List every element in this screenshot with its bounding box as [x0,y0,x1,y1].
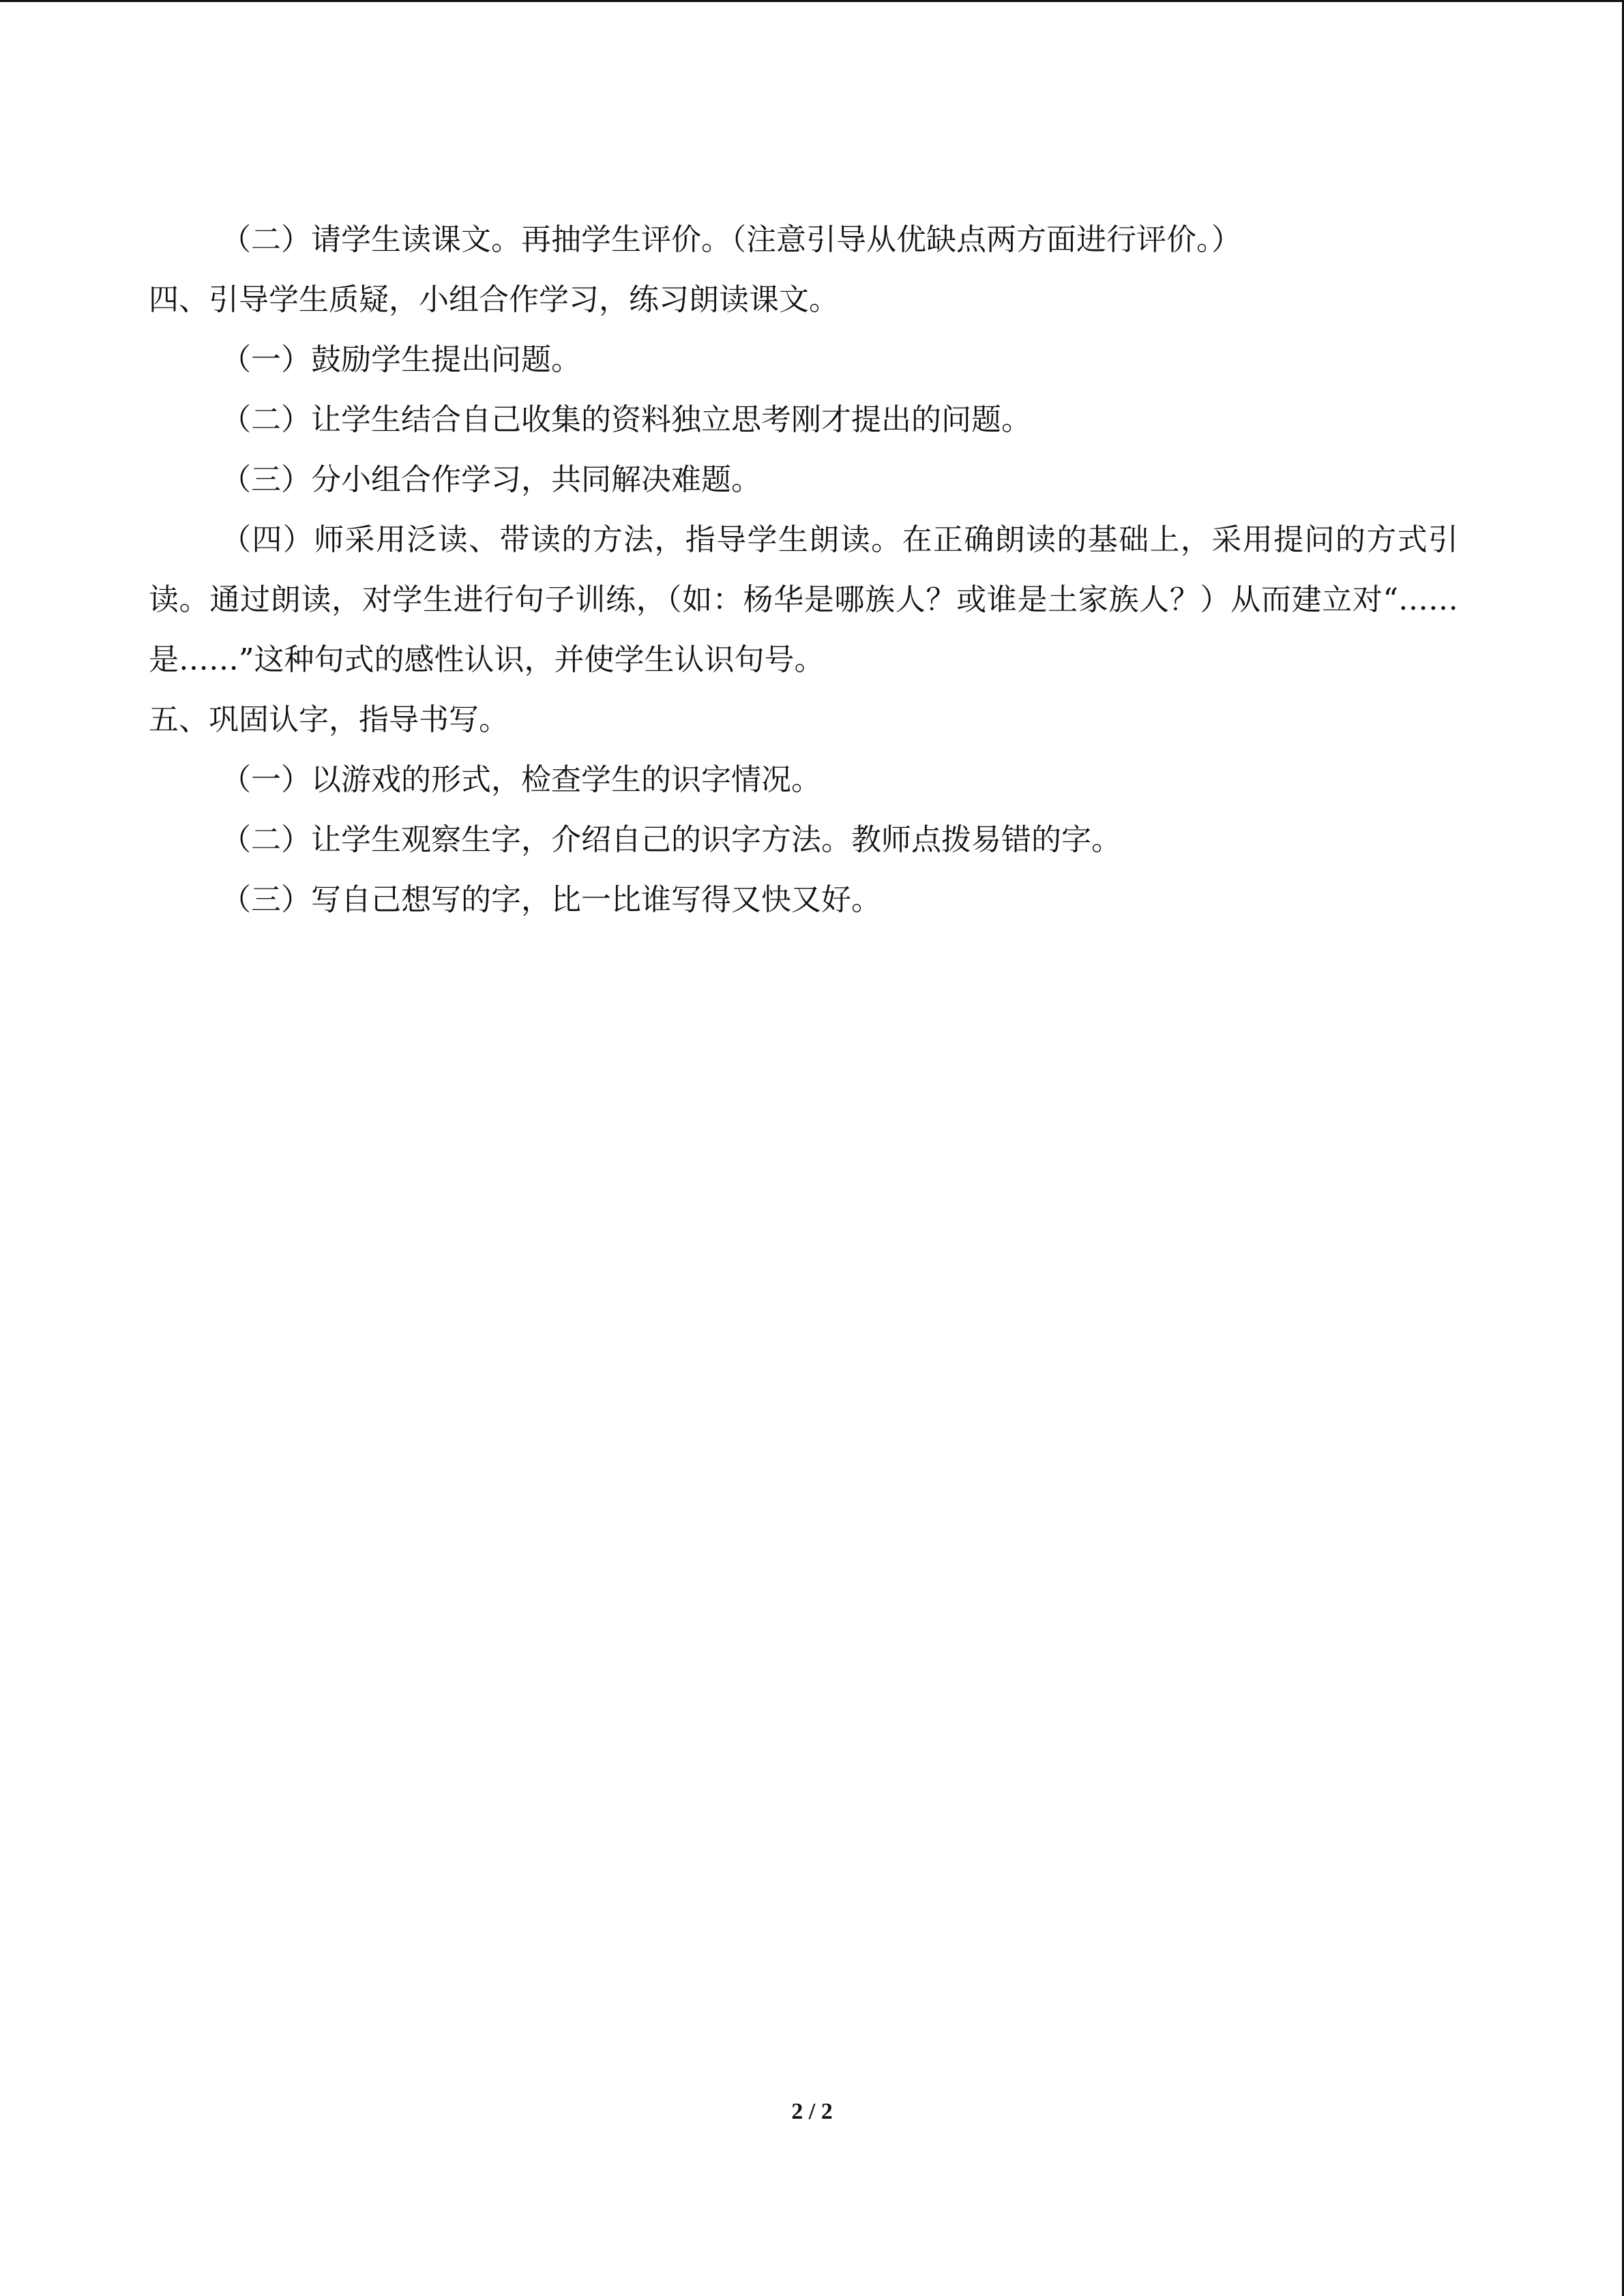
page-border-top [0,0,1624,2]
paragraph-line: （二）让学生结合自己收集的资料独立思考刚才提出的问题。 [221,402,1031,437]
paragraph-line: （三）写自己想写的字，比一比谁写得又快又好。 [221,882,881,917]
paragraph-line: （三）分小组合作学习，共同解决难题。 [221,462,761,497]
section-heading: 四、引导学生质疑，小组合作学习，练习朗读课文。 [149,282,839,317]
paragraph-line: （二）让学生观察生字，介绍自己的识字方法。教师点拨易错的字。 [221,822,1121,857]
document-body [149,210,1458,930]
section-heading: 五、巩固认字，指导书写。 [149,702,509,737]
paragraph-line: （一）鼓励学生提出问题。 [221,342,581,377]
paragraph-multiline: （四）师采用泛读、带读的方法，指导学生朗读。在正确朗读的基础上，采用提问的方式引读。通过朗读，对学生进行句子训练，（如：杨华是哪族人？或谁是土家族人？）从而建立对“……是……”这种句式的感性认识，并使学生认识句号。 [149,522,1458,677]
paragraph-line: （二）请学生读课文。再抽学生评价。（注意引导从优缺点两方面进行评价。） [221,222,1241,257]
page-number: 2 / 2 [791,2099,833,2124]
paragraph-line: （一）以游戏的形式，检查学生的识字情况。 [221,762,821,797]
